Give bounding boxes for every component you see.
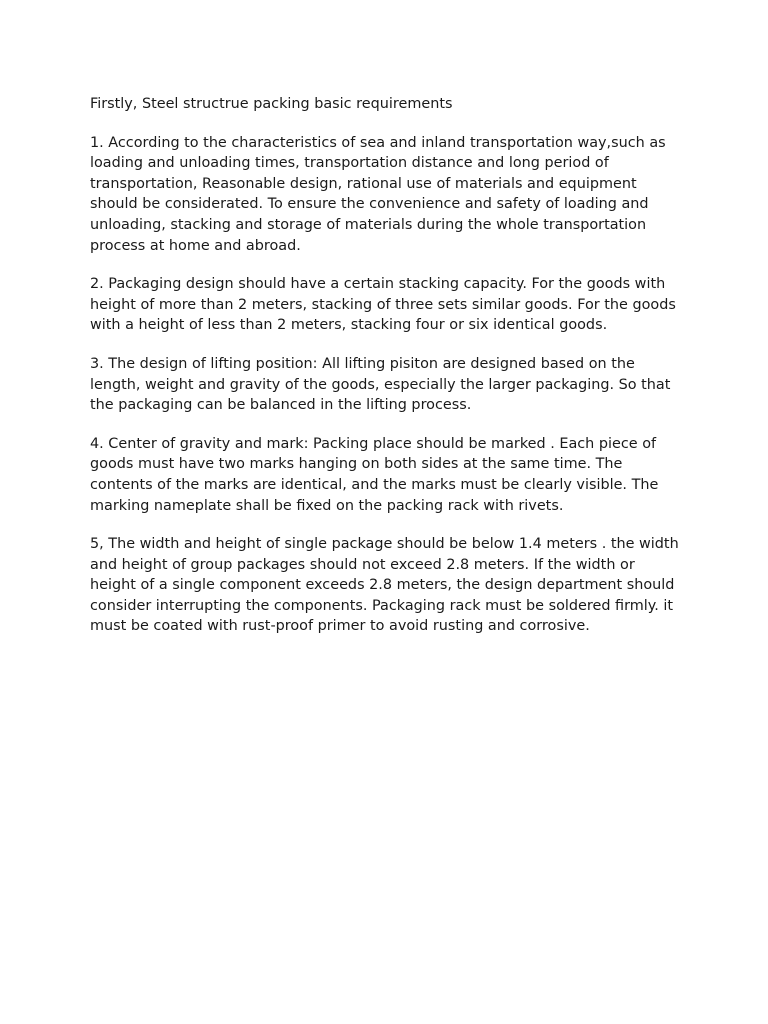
paragraph-1: 1. According to the characteristics of sea and inland transportation way,such as loading and unloading times, transportation distance and long period of transportation, Reasonable design, rational use of materials and equipment should be considerated. To ensure the convenience and safety of loading and unloading, stacking and storage of materials during the whole transportation process at home and abroad. xyxy=(90,134,666,254)
paragraph-2: 2. Packaging design should have a certain stacking capacity. For the goods with height of more than 2 meters, stacking of three sets similar goods. For the goods with a height of less than 2 meters, stacking four or six identical goods. xyxy=(90,276,676,334)
paragraph-5: 5, The width and height of single package should be below 1.4 meters . the width and height of group packages should not exceed 2.8 meters. If the width or height of a single component exceeds 2.8 meters, the design department should consider interrupting the components. Packaging rack must be soldered firmly. it must be coated with rust-proof primer to avoid rusting and corrosive. xyxy=(90,536,679,635)
paragraph-4: 4. Center of gravity and mark: Packing place should be marked . Each piece of goods must have two marks hanging on both sides at the same time. The contents of the marks are identical, and the marks must be clearly visible. The marking nameplate shall be fixed on the packing rack with rivets. xyxy=(90,435,659,514)
document-body xyxy=(90,94,680,655)
paragraph-3: 3. The design of lifting position: All lifting pisiton are designed based on the length, weight and gravity of the goods, especially the larger packaging. So that the packaging can be balanced in the lifting process. xyxy=(90,355,671,414)
document-heading: Firstly, Steel structrue packing basic requirements xyxy=(90,96,453,112)
